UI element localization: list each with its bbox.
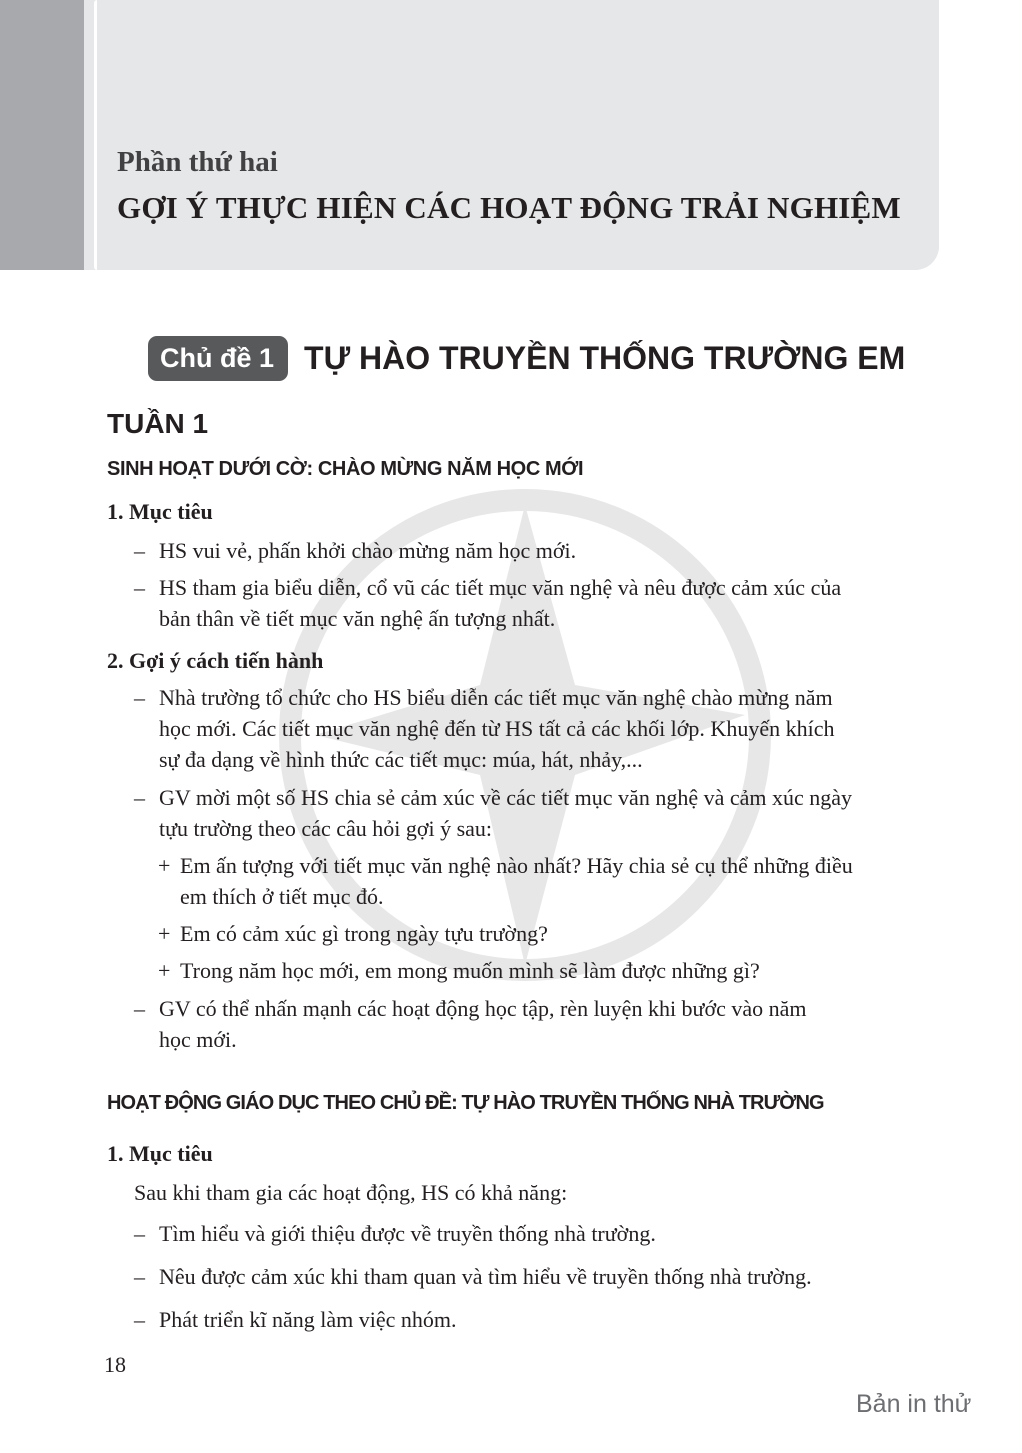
page-number: 18 [104, 1352, 126, 1377]
list-item-text: bản thân về tiết mục văn nghệ ấn tượng nhất. [159, 606, 556, 631]
list-item-text: Tìm hiểu và giới thiệu được về truyền thống nhà trường. [159, 1221, 656, 1246]
part-header-box [84, 0, 939, 270]
section-heading-flag-ceremony: SINH HOẠT DƯỚI CỜ: CHÀO MỪNG NĂM HỌC MỚI [107, 458, 584, 480]
sub-list-bullet: + [158, 958, 171, 983]
list-item-text: Nhà trường tổ chức cho HS biểu diễn các tiết mục văn nghệ chào mừng năm [159, 685, 833, 710]
side-tab [0, 0, 84, 270]
list-item-text: GV có thể nhấn mạnh các hoạt động học tập, rèn luyện khi bước vào năm [159, 996, 807, 1021]
question-text: em thích ở tiết mục đó. [180, 884, 384, 909]
list-item-text: Nêu được cảm xúc khi tham quan và tìm hiểu về truyền thống nhà trường. [159, 1264, 812, 1289]
list-item-text: GV mời một số HS chia sẻ cảm xúc về các tiết mục văn nghệ và cảm xúc ngày [159, 785, 853, 810]
week-label: TUẦN 1 [107, 408, 209, 439]
list-item-text: học mới. [159, 1027, 237, 1052]
list-bullet: – [134, 1264, 145, 1289]
objective-heading: 1. Mục tiêu [107, 499, 213, 524]
header-divider [94, 0, 97, 270]
list-bullet: – [134, 996, 145, 1021]
list-item-text: Phát triển kĩ năng làm việc nhóm. [159, 1307, 457, 1332]
list-item-text: sự đa dạng về hình thức các tiết mục: múa, hát, nhảy,... [159, 747, 643, 772]
section-heading-topic-activity: HOẠT ĐỘNG GIÁO DỤC THEO CHỦ ĐỀ: TỰ HÀO TRUYỀN THỐNG NHÀ TRƯỜNG [107, 1092, 824, 1114]
list-item-text: tựu trường theo các câu hỏi gợi ý sau: [159, 816, 493, 841]
list-bullet: – [134, 1221, 145, 1246]
guide-heading: 2. Gợi ý cách tiến hành [107, 648, 324, 673]
draft-label: Bản in thử [856, 1390, 972, 1418]
topic-badge: Chủ đề 1 [148, 336, 288, 381]
question-text: Em ấn tượng với tiết mục văn nghệ nào nhất? Hãy chia sẻ cụ thể những điều [180, 853, 853, 878]
sub-list-bullet: + [158, 921, 171, 946]
topic-title: TỰ HÀO TRUYỀN THỐNG TRƯỜNG EM [304, 339, 906, 376]
list-bullet: – [134, 785, 145, 810]
header-inner-panel [100, 0, 939, 270]
part-title: Phần thứ hai [117, 146, 278, 178]
part-subtitle: GỢI Ý THỰC HIỆN CÁC HOẠT ĐỘNG TRẢI NGHIỆM [117, 190, 901, 225]
topic-heading [148, 334, 905, 382]
intro-text: Sau khi tham gia các hoạt động, HS có khả năng: [134, 1180, 568, 1205]
list-bullet: – [134, 685, 145, 710]
question-text: Trong năm học mới, em mong muốn mình sẽ làm được những gì? [180, 958, 760, 983]
objective-heading: 1. Mục tiêu [107, 1141, 213, 1166]
list-bullet: – [134, 575, 145, 600]
list-item-text: HS vui vẻ, phấn khởi chào mừng năm học mới. [159, 538, 577, 563]
list-item-text: HS tham gia biểu diễn, cổ vũ các tiết mục văn nghệ và nêu được cảm xúc của [159, 575, 842, 600]
question-text: Em có cảm xúc gì trong ngày tựu trường? [180, 921, 548, 946]
list-item-text: học mới. Các tiết mục văn nghệ đến từ HS tất cả các khối lớp. Khuyến khích [159, 716, 835, 741]
list-bullet: – [134, 538, 145, 563]
list-bullet: – [134, 1307, 145, 1332]
sub-list-bullet: + [158, 853, 171, 878]
